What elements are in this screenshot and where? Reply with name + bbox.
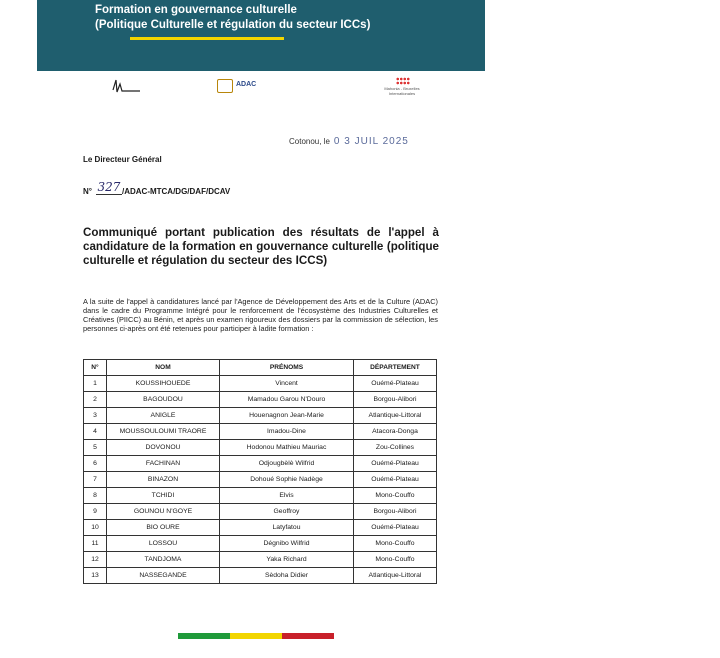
row-name: BINAZON	[107, 472, 220, 488]
table-row	[84, 440, 437, 456]
flag-stripe-yellow	[230, 633, 282, 639]
row-firstname: Dohoué Sophie Nadège	[220, 472, 354, 488]
row-name: LOSSOU	[107, 536, 220, 552]
row-firstname: Odjougbèlè Wilfrid	[220, 456, 354, 472]
row-name: KOUSSIHOUEDE	[107, 376, 220, 392]
row-firstname: Elvis	[220, 488, 354, 504]
table-row	[84, 376, 437, 392]
row-firstname: Vincent	[220, 376, 354, 392]
row-name: MOUSSOULOUMI TRAORE	[107, 424, 220, 440]
banner-title: Formation en gouvernance culturelle	[95, 4, 297, 16]
ref-prefix: N°	[83, 187, 92, 196]
document-title: Communiqué portant publication des résultats de l'appel à candidature de la formation en gouvernance culturelle (politique culturelle et régulation du secteur des ICCS)	[83, 226, 439, 267]
row-name: NASSEGANDE	[107, 568, 220, 584]
ref-handwritten-number: 327	[97, 180, 121, 194]
table-row	[84, 520, 437, 536]
adac-logo-text: ADAC	[236, 81, 257, 88]
row-name: ANIGLE	[107, 408, 220, 424]
row-number: 8	[84, 488, 107, 504]
table-row	[84, 536, 437, 552]
signatory-title: Le Directeur Général	[83, 155, 162, 164]
table-row	[84, 456, 437, 472]
row-firstname: Latyfatou	[220, 520, 354, 536]
row-firstname: Imadou-Dine	[220, 424, 354, 440]
partner-dots-icon	[396, 77, 410, 85]
row-name: TCHIDI	[107, 488, 220, 504]
row-firstname: Hodonou Mathieu Mauriac	[220, 440, 354, 456]
header-banner	[37, 0, 485, 71]
row-department: Atacora-Donga	[354, 424, 437, 440]
row-department: Borgou-Alibori	[354, 392, 437, 408]
date-prefix: Cotonou, le	[289, 137, 330, 146]
row-department: Ouémé-Plateau	[354, 456, 437, 472]
table-row	[84, 392, 437, 408]
row-number: 9	[84, 504, 107, 520]
table-header-row	[84, 360, 437, 376]
row-firstname: Geoffroy	[220, 504, 354, 520]
table-row	[84, 408, 437, 424]
row-name: DOVONOU	[107, 440, 220, 456]
table-row	[84, 568, 437, 584]
row-firstname: Yaka Richard	[220, 552, 354, 568]
row-number: 4	[84, 424, 107, 440]
row-number: 1	[84, 376, 107, 392]
col-header-department: DÉPARTEMENT	[354, 360, 437, 376]
row-number: 3	[84, 408, 107, 424]
ministry-logo	[110, 78, 144, 96]
adac-logo	[217, 78, 269, 94]
ref-suffix: /ADAC-MTCA/DG/DAF/DCAV	[121, 187, 231, 196]
row-firstname: Dégnibo Wilfrid	[220, 536, 354, 552]
row-department: Atlantique-Littoral	[354, 408, 437, 424]
row-number: 11	[84, 536, 107, 552]
col-header-name: NOM	[107, 360, 220, 376]
flag-stripe-red	[282, 633, 334, 639]
row-department: Zou-Collines	[354, 440, 437, 456]
row-department: Borgou-Alibori	[354, 504, 437, 520]
row-department: Atlantique-Littoral	[354, 568, 437, 584]
flag-stripe-green	[178, 633, 230, 639]
row-name: GOUNOU N'GOYE	[107, 504, 220, 520]
row-name: FACHINAN	[107, 456, 220, 472]
table-row	[84, 552, 437, 568]
adac-emblem-icon	[217, 79, 233, 93]
table-row	[84, 472, 437, 488]
row-number: 2	[84, 392, 107, 408]
col-header-number: N°	[84, 360, 107, 376]
table-row	[84, 504, 437, 520]
banner-accent-bar	[130, 37, 284, 40]
row-department: Ouémé-Plateau	[354, 472, 437, 488]
partner-logo-text: Mahonia - Bruxelles Internationales	[384, 86, 420, 96]
row-department: Mono-Couffo	[354, 536, 437, 552]
row-name: BIO OURE	[107, 520, 220, 536]
row-name: TANDJOMA	[107, 552, 220, 568]
row-number: 10	[84, 520, 107, 536]
reference-number	[83, 180, 231, 198]
row-number: 13	[84, 568, 107, 584]
col-header-firstname: PRÉNOMS	[220, 360, 354, 376]
table-row	[84, 424, 437, 440]
row-firstname: Houenagnon Jean-Marie	[220, 408, 354, 424]
document-date	[289, 136, 409, 147]
results-table	[83, 359, 437, 584]
banner-subtitle: (Politique Culturelle et régulation du secteur ICCs)	[95, 19, 371, 31]
row-department: Mono-Couffo	[354, 552, 437, 568]
row-firstname: Mamadou Garou N'Douro	[220, 392, 354, 408]
row-number: 7	[84, 472, 107, 488]
row-department: Mono-Couffo	[354, 488, 437, 504]
row-number: 5	[84, 440, 107, 456]
row-department: Ouémé-Plateau	[354, 520, 437, 536]
row-department: Ouémé-Plateau	[354, 376, 437, 392]
row-number: 6	[84, 456, 107, 472]
row-name: BAGOUDOU	[107, 392, 220, 408]
date-stamp: 0 3 JUIL 2025	[333, 136, 409, 147]
intro-paragraph: A la suite de l'appel à candidatures lancé par l'Agence de Développement des Arts et de la Culture (ADAC) dans le cadre du Programme Intégré pour le renforcement de l'écosystème des Industries Culturelles et Créatives (PIICC) au Bénin, et après un examen rigoureux des dossiers par la commission de sélection, les personnes ci-après ont été retenues pour participer à ladite formation :	[83, 297, 438, 333]
table-row	[84, 488, 437, 504]
row-firstname: Sèdoha Didier	[220, 568, 354, 584]
partner-logo	[372, 77, 432, 97]
row-number: 12	[84, 552, 107, 568]
